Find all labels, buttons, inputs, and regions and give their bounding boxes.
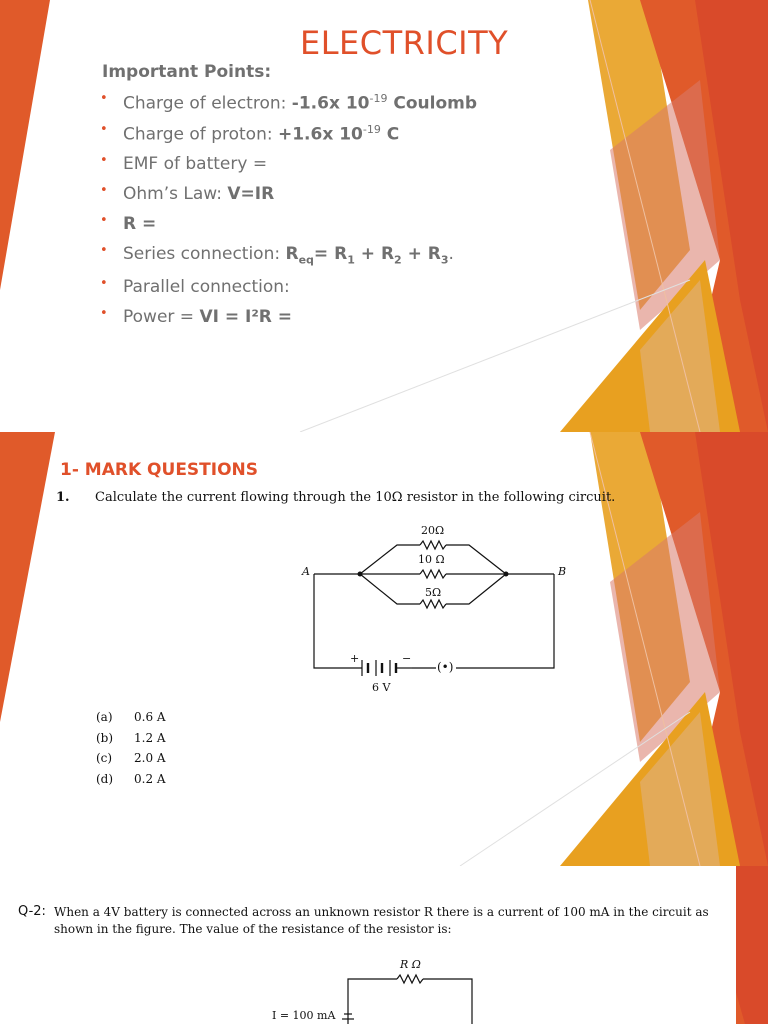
circuit-diagram-q2 bbox=[0, 866, 736, 1024]
list-item: • R = bbox=[100, 213, 157, 235]
bullet: • bbox=[100, 305, 108, 321]
list-item: • Charge of electron: -1.6x $10^{-19}$ Coulomb bbox=[100, 91, 478, 114]
battery-plus: + bbox=[350, 652, 360, 665]
resistor-5-label: 5Ω bbox=[425, 586, 442, 599]
bullet: • bbox=[100, 91, 108, 106]
question-text: Calculate the current flowing through the 10Ω resistor in the following circuit. bbox=[95, 490, 616, 505]
option-b[interactable]: (b) 1.2 A bbox=[96, 731, 166, 745]
current-label: I = 100 mA bbox=[272, 1009, 336, 1022]
bullet: • bbox=[100, 183, 108, 199]
important-points-list bbox=[100, 92, 477, 327]
node-b-label: B bbox=[558, 565, 567, 578]
list-item: • Ohm’s Law: V=IR bbox=[100, 183, 275, 205]
list-item: • Series connection: $R_{eq}= R_1 + R_2 + R_3$. bbox=[100, 243, 454, 267]
list-item: • Parallel connection: bbox=[100, 275, 290, 297]
bullet: • bbox=[100, 153, 108, 169]
list-item: • EMF of battery = bbox=[100, 153, 268, 175]
option-c[interactable]: (c) 2.0 A bbox=[96, 751, 166, 765]
resistor-r-label: R Ω bbox=[400, 958, 421, 971]
bullet: • bbox=[100, 243, 108, 259]
section-heading: 1- MARK QUESTIONS bbox=[60, 460, 259, 480]
node-b-dot bbox=[504, 572, 509, 577]
slide-question-2 bbox=[0, 866, 768, 1024]
resistor-10-label: 10 Ω bbox=[418, 553, 445, 566]
resistor-20-label: 20Ω bbox=[421, 524, 445, 537]
node-a-label: A bbox=[302, 565, 310, 578]
battery-label: 6 V bbox=[372, 681, 391, 694]
page-title: ELECTRICITY bbox=[300, 24, 509, 62]
battery-minus: − bbox=[402, 652, 412, 665]
circuit-diagram bbox=[0, 432, 768, 866]
option-a[interactable]: (a) 0.6 A bbox=[96, 710, 166, 724]
bullet: • bbox=[100, 275, 108, 291]
question-2-text: When a 4V battery is connected across an unknown resistor R there is a current of 100 mA in the circuit as shown in the figure. The value of the resistance of the resistor is: bbox=[54, 905, 709, 936]
bullet: • bbox=[100, 213, 108, 229]
slide-electricity bbox=[0, 0, 768, 432]
question-2-card bbox=[0, 866, 736, 1024]
subtitle: Important Points: bbox=[102, 62, 272, 82]
list-item: • Charge of proton: +1.6x $10^{-19}$ C bbox=[100, 121, 400, 145]
slide-mark-questions bbox=[0, 432, 768, 866]
list-item: • Power = VI = I²R = bbox=[100, 305, 293, 327]
node-a-dot bbox=[358, 572, 363, 577]
option-d[interactable]: (d) 0.2 A bbox=[96, 772, 166, 786]
key-symbol: (•) bbox=[437, 660, 454, 674]
bullet: • bbox=[100, 121, 108, 137]
question-2-label: Q-2: bbox=[18, 904, 46, 919]
question-number: 1. bbox=[56, 490, 70, 505]
